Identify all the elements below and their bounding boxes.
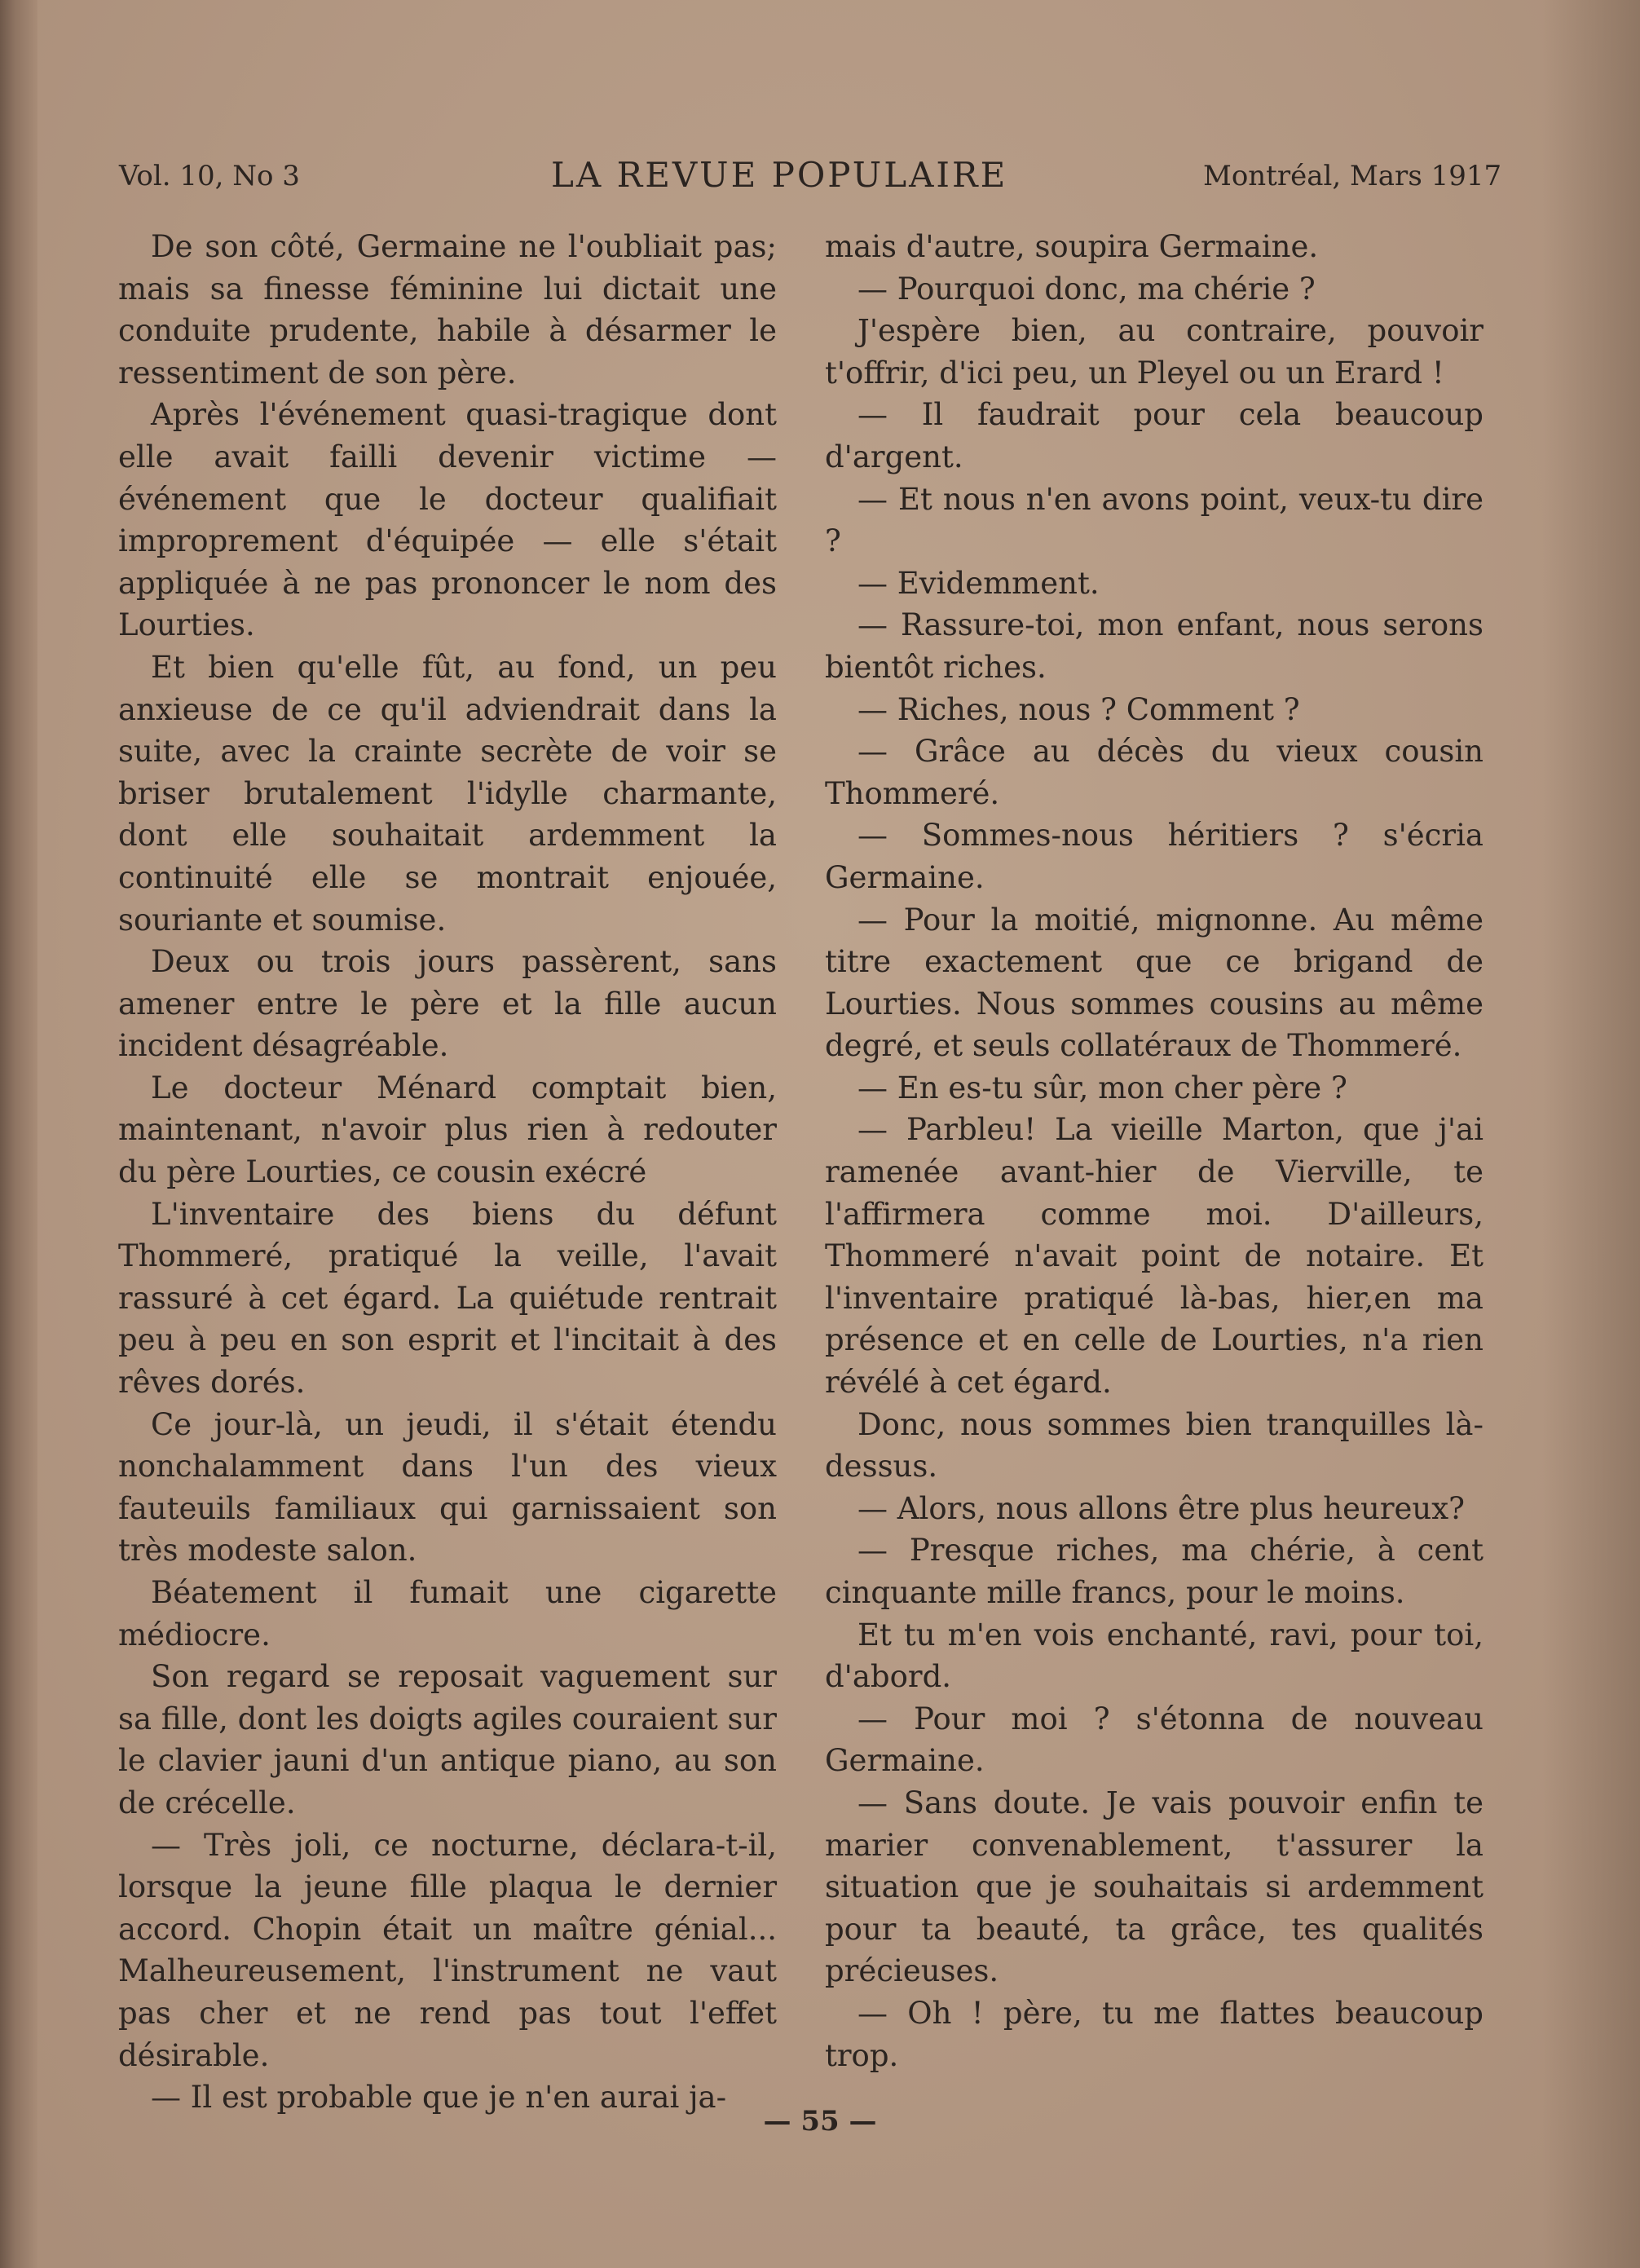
paragraph: — Très joli, ce nocturne, déclara-t-il, lorsque la jeune fille plaqua le dernier accord. Chopin était un maître génial... Malheureusement, l'instrument ne vaut pas cher et ne rend pas tout l'effet désirable. — [118, 1827, 777, 2073]
page-binding-edge — [0, 0, 37, 2268]
paragraph: J'espère bien, au contraire, pouvoir t'offrir, d'ici peu, un Pleyel ou un Erard ! — [825, 313, 1483, 391]
paragraph: — Grâce au décès du vieux cousin Thommeré. — [825, 734, 1483, 811]
place-date: Montréal, Mars 1917 — [1203, 160, 1502, 192]
paragraph: Le docteur Ménard comptait bien, maintenant, n'avoir plus rien à redouter du père Lourties, ce cousin exécré — [118, 1070, 777, 1190]
paragraph: — Riches, nous ? Comment ? — [857, 691, 1300, 727]
publication-title: LA REVUE POPULAIRE — [551, 155, 1008, 195]
paragraph: Et bien qu'elle fût, au fond, un peu anxieuse de ce qu'il adviendrait dans la suite, avec la crainte secrète de voir se briser brutalement l'idylle charmante, dont elle souhaitait ardemment la continuité elle se montrait enjouée, souriante et soumise. — [118, 649, 777, 938]
paragraph: Donc, nous sommes bien tranquilles là-dessus. — [825, 1406, 1483, 1485]
paragraph: — Il faudrait pour cela beaucoup d'argent. — [825, 397, 1483, 474]
paragraph: Ce jour-là, un jeudi, il s'était étendu nonchalamment dans l'un des vieux fauteuils familiaux qui garnissaient son très modeste salon. — [118, 1406, 777, 1569]
paragraph: — Pourquoi donc, ma chérie ? — [857, 271, 1316, 307]
paragraph: Deux ou trois jours passèrent, sans amener entre le père et la fille aucun incident désagréable. — [118, 944, 777, 1064]
paragraph: Son regard se reposait vaguement sur sa fille, dont les doigts agiles couraient sur le clavier jauni d'un antique piano, au son de crécelle. — [118, 1659, 777, 1820]
paragraph: Et tu m'en vois enchanté, ravi, pour toi, d'abord. — [825, 1617, 1483, 1695]
paragraph: — Oh ! père, tu me flattes beaucoup trop. — [825, 1995, 1483, 2073]
left-text-column — [118, 226, 777, 2119]
paragraph: — En es-tu sûr, mon cher père ? — [857, 1070, 1347, 1105]
page-number: — 55 — — [763, 2105, 877, 2138]
paragraph: Après l'événement quasi-tragique dont elle avait failli devenir victime — événement que le docteur qualifiait improprement d'équipée — elle s'était appliquée à ne pas prononcer le nom des Lourties. — [118, 397, 777, 643]
paragraph: De son côté, Germaine ne l'oubliait pas; mais sa finesse féminine lui dictait une conduite prudente, habile à désarmer le ressentiment de son père. — [118, 229, 777, 391]
paragraph: — Pour moi ? s'étonna de nouveau Germaine. — [825, 1701, 1483, 1779]
paragraph: Béatement il fumait une cigarette médiocre. — [118, 1575, 777, 1652]
paragraph: — Et nous n'en avons point, veux-tu dire ? — [825, 481, 1483, 559]
volume-number: Vol. 10, No 3 — [119, 160, 300, 192]
paragraph: — Rassure-toi, mon enfant, nous serons bientôt riches. — [825, 607, 1483, 685]
paragraph: — Il est probable que je n'en aurai ja- — [151, 2080, 727, 2116]
paragraph: mais d'autre, soupira Germaine. — [825, 229, 1319, 264]
paragraph: L'inventaire des biens du défunt Thommeré, pratiqué la veille, l'avait rassuré à cet égard. La quiétude rentrait peu à peu en son esprit et l'incitait à des rêves dorés. — [118, 1196, 777, 1401]
paragraph: — Parbleu! La vieille Marton, que j'ai ramenée avant-hier de Vierville, te l'affirmera comme moi. D'ailleurs, Thommeré n'avait point de notaire. Et l'inventaire pratiqué là-bas, hier,en ma présence et en celle de Lourties, n'a rien révélé à cet égard. — [825, 1112, 1483, 1401]
paragraph: — Sans doute. Je vais pouvoir enfin te marier convenablement, t'assurer la situation que je souhaitais si ardemment pour ta beauté, ta grâce, tes qualités précieuses. — [825, 1785, 1483, 1989]
paragraph: — Presque riches, ma chérie, à cent cinquante mille francs, pour le moins. — [825, 1533, 1483, 1610]
right-text-column — [825, 226, 1483, 2076]
paragraph: — Pour la moitié, mignonne. Au même titre exactement que ce brigand de Lourties. Nous sommes cousins au même degré, et seuls collatéraux de Thommeré. — [825, 902, 1483, 1064]
paragraph: — Sommes-nous héritiers ? s'écria Germaine. — [825, 818, 1483, 895]
paragraph: — Alors, nous allons être plus heureux? — [857, 1490, 1465, 1526]
page-header — [0, 155, 1640, 209]
page-shadow — [1542, 0, 1640, 2268]
paragraph: — Evidemment. — [857, 565, 1100, 601]
